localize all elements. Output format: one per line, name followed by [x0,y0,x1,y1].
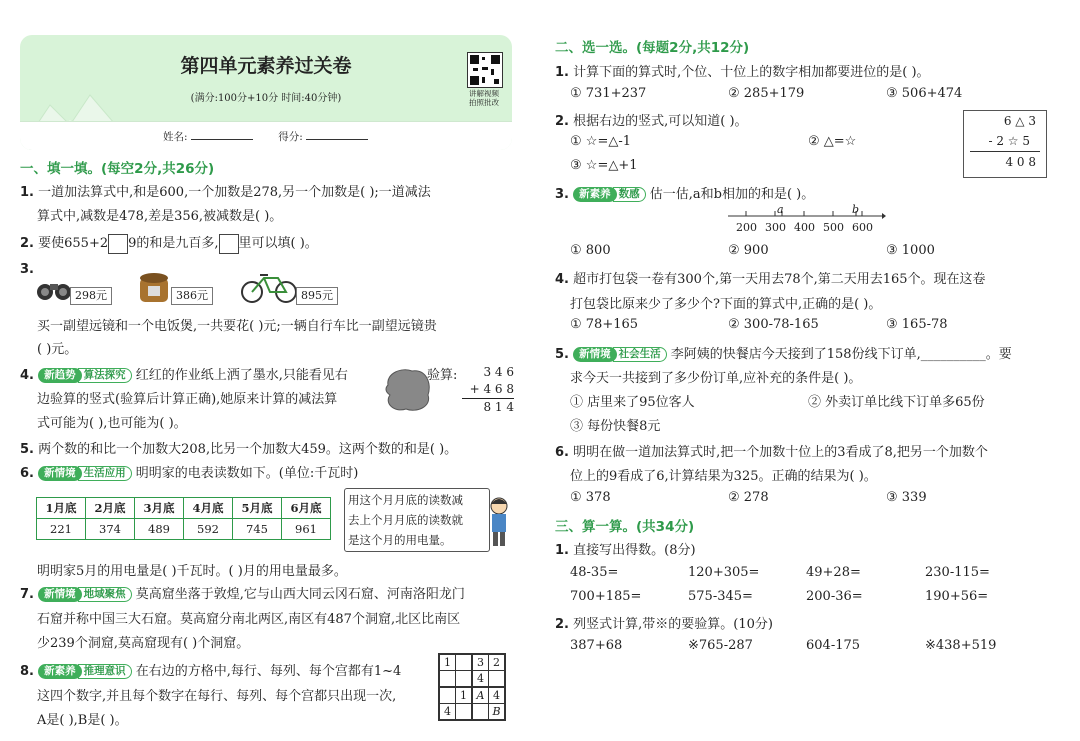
name-label: 姓名: [163,131,188,143]
calc-item: 48-35= [570,565,619,580]
tag-new-context: 新情境 [38,466,82,481]
option-c[interactable]: ③ 506+474 [886,86,963,101]
qr-code-icon[interactable] [467,52,503,88]
tick-label: 600 [852,221,873,234]
point-a-label: a [777,203,784,216]
question-3-2: 2. 列竖式计算,带※的要验算。(10分) [555,617,773,632]
option-a[interactable]: ① ☆=△-1 [570,134,631,149]
grid-cell: 3 [472,654,489,671]
option-c[interactable]: ③ 每份快餐8元 [570,419,661,434]
qr-caption-video: 讲解视频 [469,89,499,98]
grid-cell [472,704,489,721]
price-tag-rice-cooker: 386元 [171,287,213,305]
grid-cell [439,687,456,704]
question-2-3: 3. 新素养 数感 估一估,a和b相加的和是( )。 [555,187,815,202]
price-tag-bicycle: 895元 [296,287,338,305]
tick-label: 500 [823,221,844,234]
calc-item: 575-345= [688,589,753,604]
vertical-calc-item: 387+68 [570,638,623,653]
section3-title: 三、算一算。(共34分) [555,519,695,535]
point-b-label: b [852,203,860,216]
check-label: 验算: [427,368,458,383]
page-title: 第四单元素养过关卷 [180,55,352,77]
calc-item: 120+305= [688,565,760,580]
calc-item: 230-115= [925,565,990,580]
binoculars-icon [36,278,72,302]
answer-box[interactable] [219,234,239,254]
option-a[interactable]: ① 731+237 [570,86,647,101]
table-header-cell: 2月底 [86,498,135,519]
qr-caption-grade: 拍照批改 [469,98,499,107]
option-a[interactable]: ① 78+165 [570,317,639,332]
section2-title: 二、选一选。(每题2分,共12分) [555,40,750,56]
option-b[interactable]: ② △=☆ [808,134,857,149]
calc-item: 200-36= [806,589,863,604]
question-1-8: 8. 新素养 推理意识 在右边的方格中,每行、每列、每个宫都有1~4 [20,664,402,679]
table-header-cell: 1月底 [37,498,86,519]
tick-label: 400 [794,221,815,234]
option-c[interactable]: ③ ☆=△+1 [570,158,638,173]
question-2-4: 4. 超市打包袋一卷有300个,第一天用去78个,第二天用去165个。现在这卷 [555,272,986,287]
grid-cell: 4 [472,671,489,688]
table-cell: 592 [184,519,233,540]
speech-bubble: 用这个月月底的读数减 去上个月月底的读数就 是这个月的用电量。 [344,488,490,552]
option-c[interactable]: ③ 165-78 [886,317,948,332]
grid-cell: 1 [439,654,456,671]
vertical-check: 3 4 6 + 4 6 8 8 1 4 [462,364,514,416]
grid-cell [456,704,473,721]
boy-icon [486,496,512,550]
grid-cell [456,654,473,671]
calc-item: 190+56= [925,589,989,604]
calc-item: 49+28= [806,565,861,580]
question-2-1: 1. 计算下面的算式时,个位、十位上的数字相加都要进位的是( )。 [555,65,930,80]
number-line [728,206,886,222]
table-cell: 374 [86,519,135,540]
question-2-2: 2. 根据右边的竖式,可以知道( )。 [555,114,748,129]
bicycle-icon [240,270,298,304]
table-header-cell: 6月底 [282,498,331,519]
question-2-5: 5. 新情境 社会生活 李阿姨的快餐店今天接到了158份线下订单,__________。要 [555,347,1012,362]
header-card [20,35,512,150]
question-3-1: 1. 直接写出得数。(8分) [555,543,696,558]
option-c[interactable]: ③ 1000 [886,243,935,258]
tag-new-trend: 新趋势 [38,368,82,383]
option-a[interactable]: ① 800 [570,243,611,258]
vertical-subtraction: 6 △ 3 - 2 ☆ 5 4 0 8 [963,110,1047,178]
calc-item: 700+185= [570,589,642,604]
price-tag-binoculars: 298元 [70,287,112,305]
question-1-2: 2. 要使655+2 9的和是九百多, 里可以填( )。 [20,232,318,254]
table-header-cell: 3月底 [135,498,184,519]
table-cell: 745 [233,519,282,540]
vertical-calc-item: 604-175 [806,638,861,653]
question-1-1: 1. 一道加法算式中,和是600,一个加数是278,另一个加数是( );一道减法 [20,185,431,200]
grid-cell [489,671,506,688]
option-b[interactable]: ② 900 [728,243,769,258]
grid-cell: 4 [489,687,506,704]
question-1-3: 3. [20,262,34,277]
vertical-calc-item: ※765-287 [688,638,753,653]
question-1-5: 5. 两个数的和比一个加数大208,比另一个加数大459。这两个数的和是( )。 [20,442,458,457]
question-1-4: 4. 新趋势 算法探究 红红的作业纸上洒了墨水,只能看见右 [20,368,348,383]
name-field[interactable] [191,139,253,140]
option-c[interactable]: ③ 339 [886,490,927,505]
table-header-cell: 5月底 [233,498,282,519]
table-cell: 961 [282,519,331,540]
score-field[interactable] [306,139,368,140]
grid-cell: 1 [456,687,473,704]
meter-reading-table [36,497,331,540]
rice-cooker-icon [137,270,171,304]
tag-new-literacy: 新素养 [573,187,617,202]
table-cell: 221 [37,519,86,540]
tick-label: 300 [765,221,786,234]
tick-label: 200 [736,221,757,234]
question-2-6: 6. 明明在做一道加法算式时,把一个加数十位上的3看成了8,把另一个加数个 [555,445,988,460]
grid-cell-b: B [489,704,506,721]
vertical-calc-item: ※438+519 [925,638,997,653]
option-a[interactable]: ① 店里来了95位客人 [570,395,695,410]
question-1-6: 6. 新情境 生活应用 明明家的电表读数如下。(单位:千瓦时) [20,466,359,481]
option-a[interactable]: ① 378 [570,490,611,505]
tag-new-context: 新情境 [38,587,82,602]
grid-cell [439,671,456,688]
exam-info: (满分:100分+10分 时间:40分钟) [190,93,342,104]
table-header-cell: 4月底 [184,498,233,519]
option-b[interactable]: ② 300-78-165 [728,317,819,332]
section1-title: 一、填一填。(每空2分,共26分) [20,161,215,177]
sudoku-grid [438,653,506,721]
option-b[interactable]: ② 278 [728,490,769,505]
grid-cell-a: A [472,687,489,704]
grid-cell [456,671,473,688]
grid-cell: 2 [489,654,506,671]
option-b[interactable]: ② 外卖订单比线下订单多65份 [808,395,985,410]
question-1-7: 7. 新情境 地域聚焦 莫高窟坐落于敦煌,它与山西大同云冈石窟、河南洛阳龙门 [20,587,465,602]
tag-new-literacy: 新素养 [38,664,82,679]
grid-cell: 4 [439,704,456,721]
score-label: 得分: [278,131,303,143]
answer-box[interactable] [108,234,128,254]
option-b[interactable]: ② 285+179 [728,86,805,101]
table-cell: 489 [135,519,184,540]
tag-new-context: 新情境 [573,347,617,362]
